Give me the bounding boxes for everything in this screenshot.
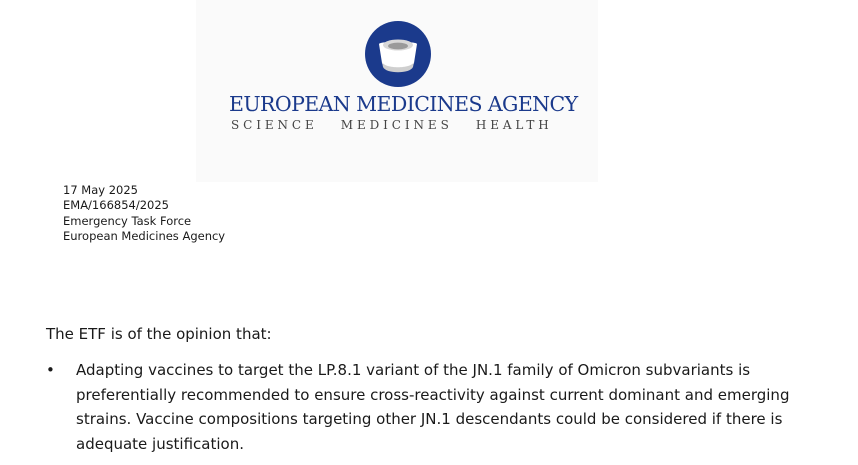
opinion-text: Adapting vaccines to target the LP.8.1 variant of the JN.1 family of Omicron subvariants is preferentially recommended to ensure cross-reactivity against current dominant and emerging strains. Vaccine compositions targeting other JN.1 descendants could be considered if there is adequate justification. [76,361,790,453]
opinion-intro: The ETF is of the opinion that: [46,325,272,343]
opinion-list [46,358,846,456]
document-reference: EMA/166854/2025 [63,198,169,213]
bullet-icon: • [46,361,55,379]
document-date: 17 May 2025 [63,183,138,197]
document-organisation: European Medicines Agency [63,228,226,243]
document-author: Emergency Task Force [63,213,192,228]
agency-name: EUROPEAN MEDICINES AGENCY [229,92,578,116]
list-item [46,358,846,456]
ema-logo-icon [364,20,432,88]
document-metadata [63,183,225,244]
agency-tagline: SCIENCE MEDICINES HEALTH [231,118,553,132]
